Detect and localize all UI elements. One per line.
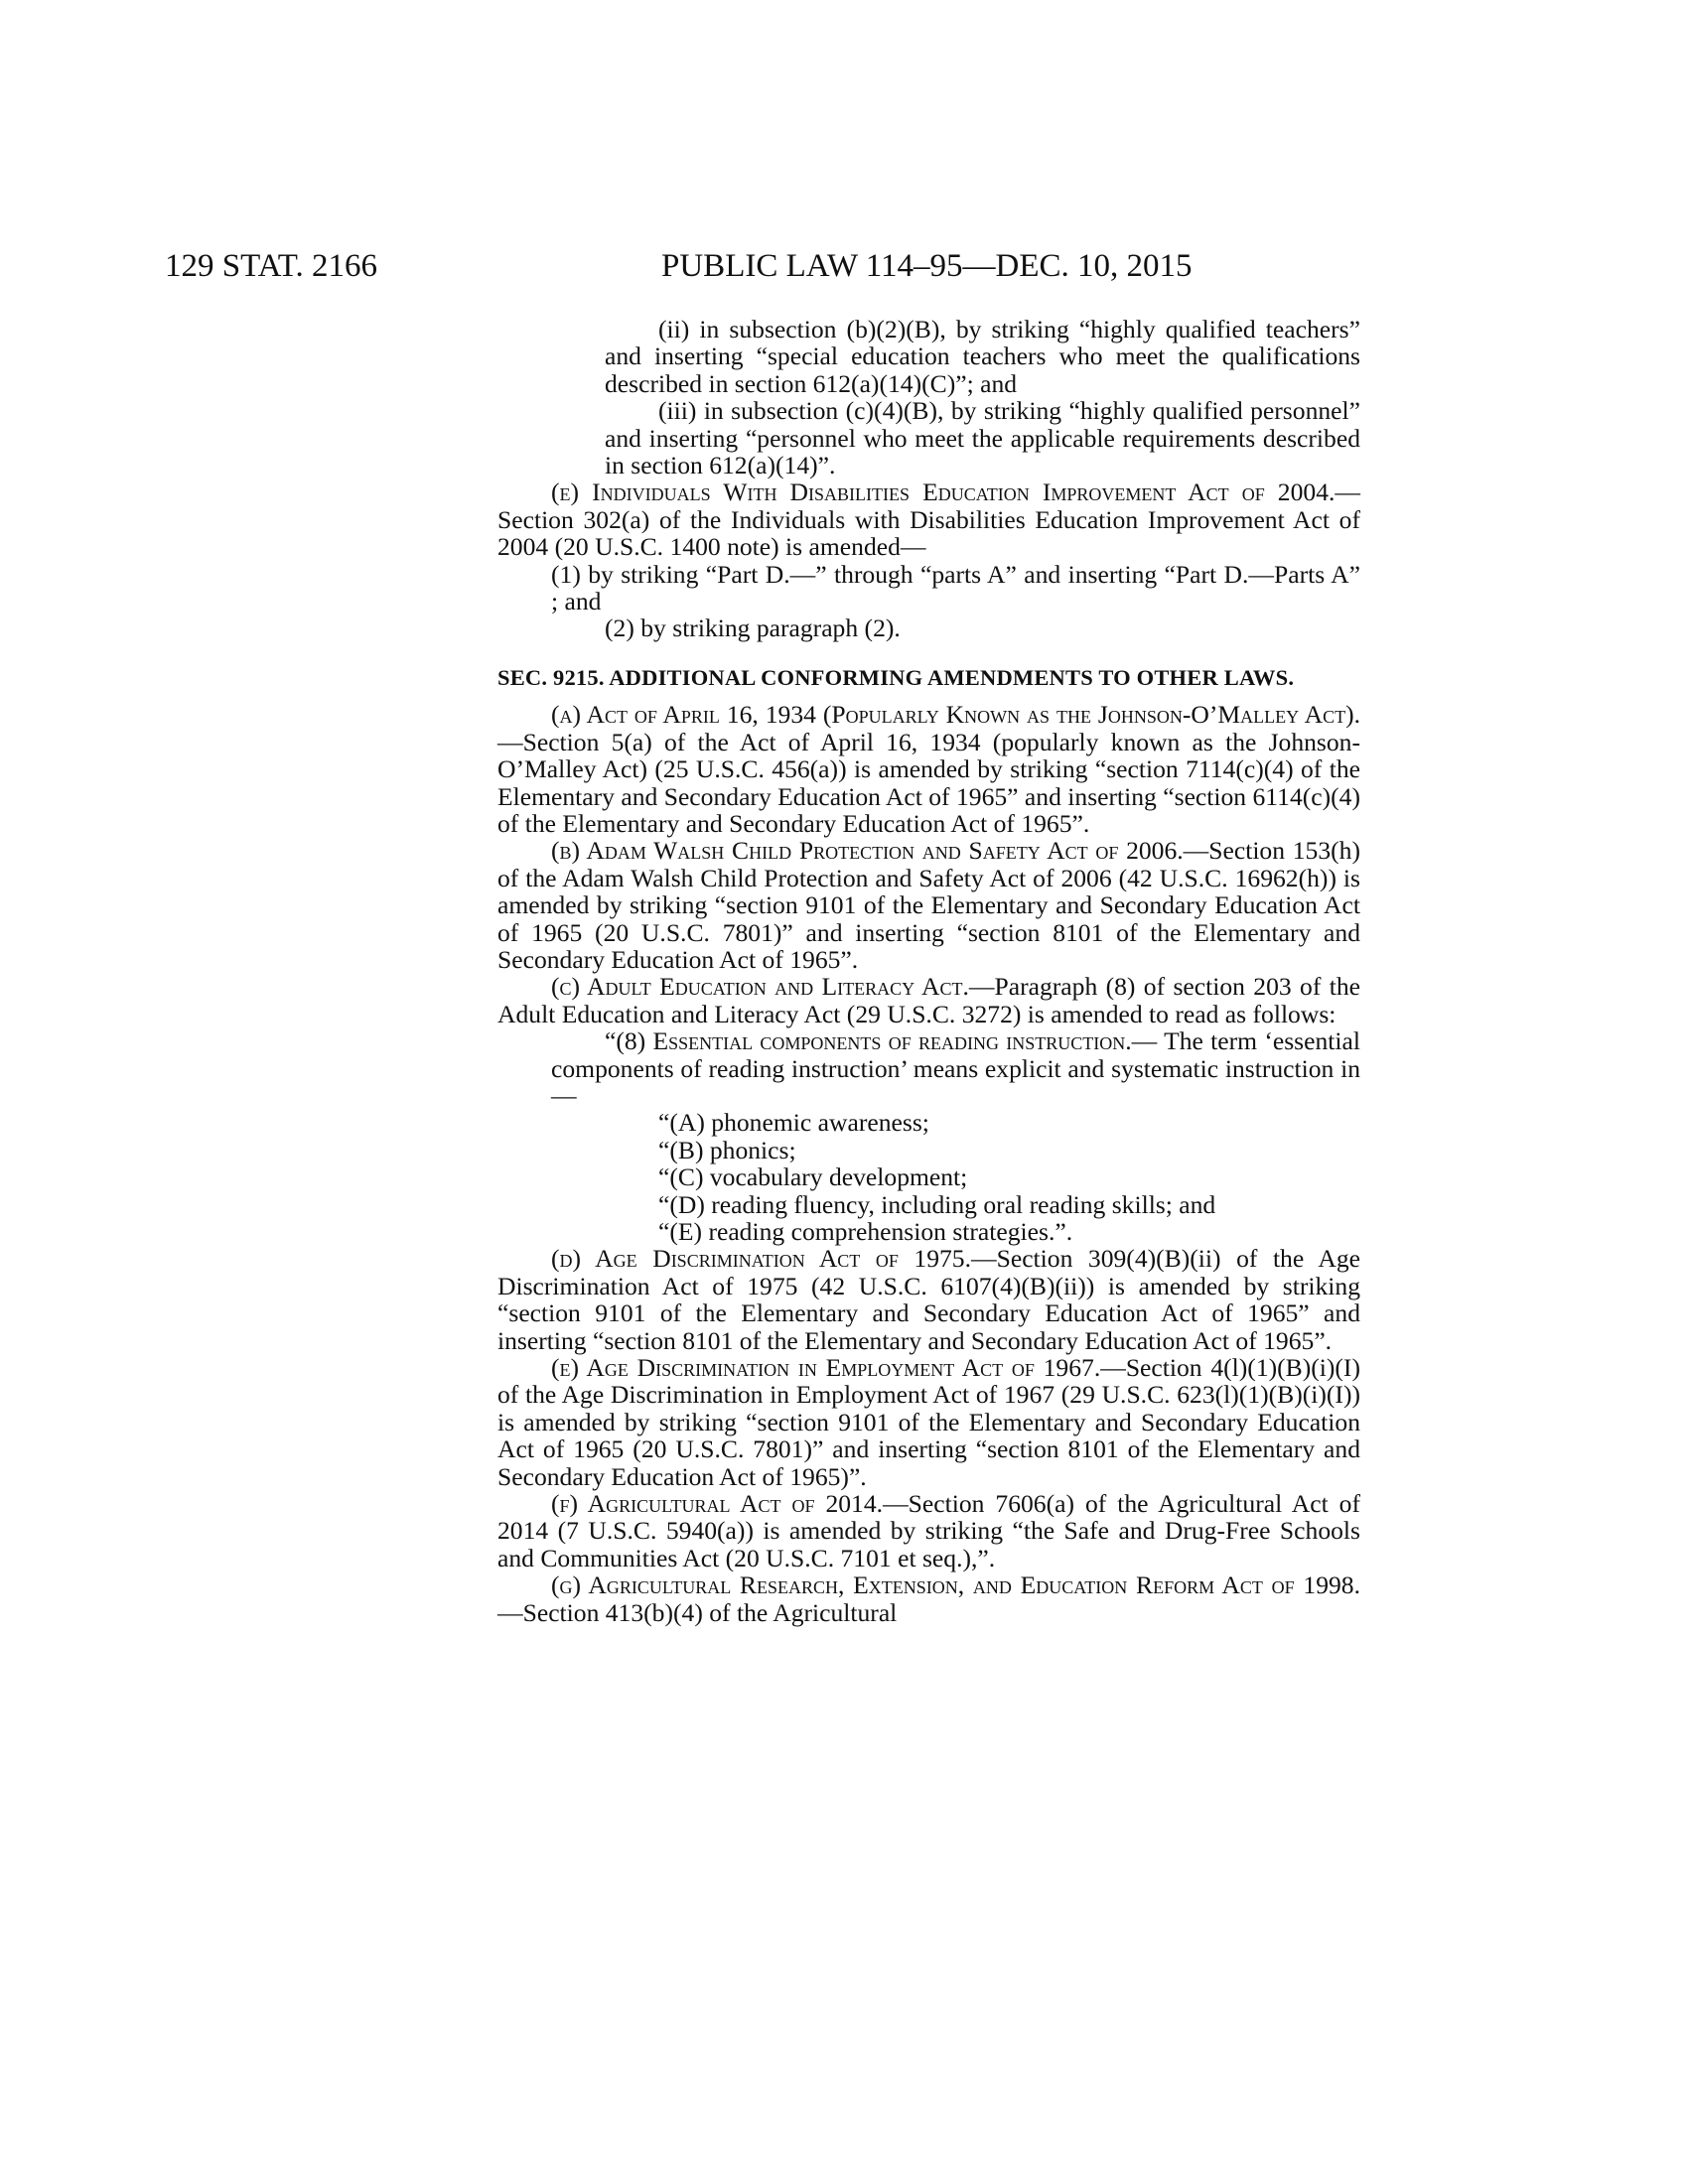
paragraph-e2-text: (2) by striking paragraph (2).: [605, 614, 901, 643]
paragraph-c8-heading: “(8) Essential components of reading instruction.: [605, 1026, 1132, 1056]
subsection-a-text: —Section 5(a) of the Act of April 16, 1934 (popularly known as the Johnson-O’Malley Act) (25 U.S.C. 456(a)) is amended by striking “section 7114(c)(4) of the Elementary and Secondary Education Act of 1965” and inserting “section 6114(c)(4) of the Elementary and Secondary Education Act of 1965”.: [497, 727, 1360, 838]
item-b: “(B) phonics;: [658, 1135, 796, 1164]
subsection-c-text: —Paragraph (8) of section 203 of the Adult Education and Literacy Act (29 U.S.C. 3272) is amended to read as follows:: [497, 972, 1360, 1028]
public-law-citation: PUBLIC LAW 114–95—DEC. 10, 2015: [661, 248, 1193, 284]
subsection-e-adea-heading: (e) Age Discrimination in Employment Act of 1967.: [551, 1353, 1101, 1383]
subsection-d-heading: (d) Age Discrimination Act of 1975.: [551, 1244, 971, 1274]
item-e: “(E) reading comprehension strategies.”.: [658, 1217, 1073, 1246]
paragraph-c8: [551, 1027, 1360, 1109]
paragraph-e1: [551, 561, 1360, 615]
stat-citation: 129 STAT. 2166: [165, 248, 378, 284]
subsection-c: [497, 973, 1360, 1027]
item-d: “(D) reading fluency, including oral reading skills; and: [658, 1189, 1216, 1219]
subsection-e-heading: (e) Individuals With Disabilities Education Improvement Act of 2004.: [551, 478, 1336, 507]
subsection-a-heading: (a) Act of April 16, 1934 (Popularly Known as the Johnson-O’Malley Act).: [551, 700, 1360, 730]
subsection-e-adea-text: —Section 4(l)(1)(B)(i)(I) of the Age Discrimination in Employment Act of 1967 (29 U.S.C. 623(l)(1)(B)(i)(I)) is amended by striking “section 9101 of the Elementary and Secondary Education Act of 1965 (20 U.S.C. 7801)” and inserting “section 8101 of the Elementary and Secondary Education Act of 1965)”.: [497, 1353, 1360, 1491]
running-header: [165, 244, 1380, 288]
subsection-d: [497, 1245, 1360, 1354]
clause-ii: [605, 316, 1360, 397]
page-body: [497, 316, 1360, 1626]
subsection-b: [497, 837, 1360, 973]
subsection-b-heading: (b) Adam Walsh Child Protection and Safety Act of 2006.: [551, 836, 1184, 866]
subsection-f-heading: (f) Agricultural Act of 2014.: [551, 1489, 884, 1519]
subsection-e-idea: [497, 478, 1360, 560]
clause-ii-text: (ii) in subsection (b)(2)(B), by striking “highly qualified teachers” and inserting “special education teachers who meet the qualifications described in section 612(a)(14)(C)”; and: [605, 315, 1360, 398]
paragraph-e2: [551, 614, 1360, 641]
clause-iii-text: (iii) in subsection (c)(4)(B), by striking “highly qualified personnel” and inserting “personnel who meet the applicable requirements described in section 612(a)(14)”.: [605, 396, 1360, 480]
subsection-e-text: —Section 302(a) of the Individuals with Disabilities Education Improvement Act of 2004 (20 U.S.C. 1400 note) is amended—: [497, 478, 1360, 562]
subsection-b-text: —Section 153(h) of the Adam Walsh Child Protection and Safety Act of 2006 (42 U.S.C. 16962(h)) is amended by striking “section 9101 of the Elementary and Secondary Education Act of 1965 (20 U.S.C. 7801)” and inserting “section 8101 of the Elementary and Secondary Education Act of 1965”.: [497, 836, 1360, 974]
subsection-c-heading: (c) Adult Education and Literacy Act.: [551, 972, 969, 1002]
paragraph-e1-text: (1) by striking “Part D.—” through “parts A” and inserting “Part D.—Parts A” ; and: [551, 559, 1360, 616]
subsection-g-text: —Section 413(b)(4) of the Agricultural: [497, 1597, 898, 1627]
subsection-d-text: —Section 309(4)(B)(ii) of the Age Discrimination Act of 1975 (42 U.S.C. 6107(4)(B)(ii)) is amended by striking “section 9101 of the Elementary and Secondary Education Act of 1965” and inserting “section 8101 of the Elementary and Secondary Education Act of 1965”.: [497, 1244, 1360, 1355]
subsection-f-text: —Section 7606(a) of the Agricultural Act of 2014 (7 U.S.C. 5940(a)) is amended by striking “the Safe and Drug-Free Schools and Communities Act (20 U.S.C. 7101 et seq.),”.: [497, 1489, 1361, 1572]
paragraph-c8-text: — The term ‘essential components of reading instruction’ means explicit and systematic instruction in—: [551, 1026, 1360, 1110]
subsection-f: [497, 1490, 1360, 1571]
item-c: “(C) vocabulary development;: [658, 1162, 968, 1192]
subsection-g-heading: (g) Agricultural Research, Extension, and Education Reform Act of 1998.: [551, 1570, 1360, 1600]
item-a: “(A) phonemic awareness;: [658, 1108, 929, 1138]
subsection-a: [497, 701, 1360, 837]
subsection-g: [497, 1571, 1360, 1626]
section-heading: SEC. 9215. ADDITIONAL CONFORMING AMENDMENTS TO OTHER LAWS.: [497, 664, 1295, 690]
subsection-e-adea: [497, 1354, 1360, 1490]
clause-iii: [605, 397, 1360, 478]
